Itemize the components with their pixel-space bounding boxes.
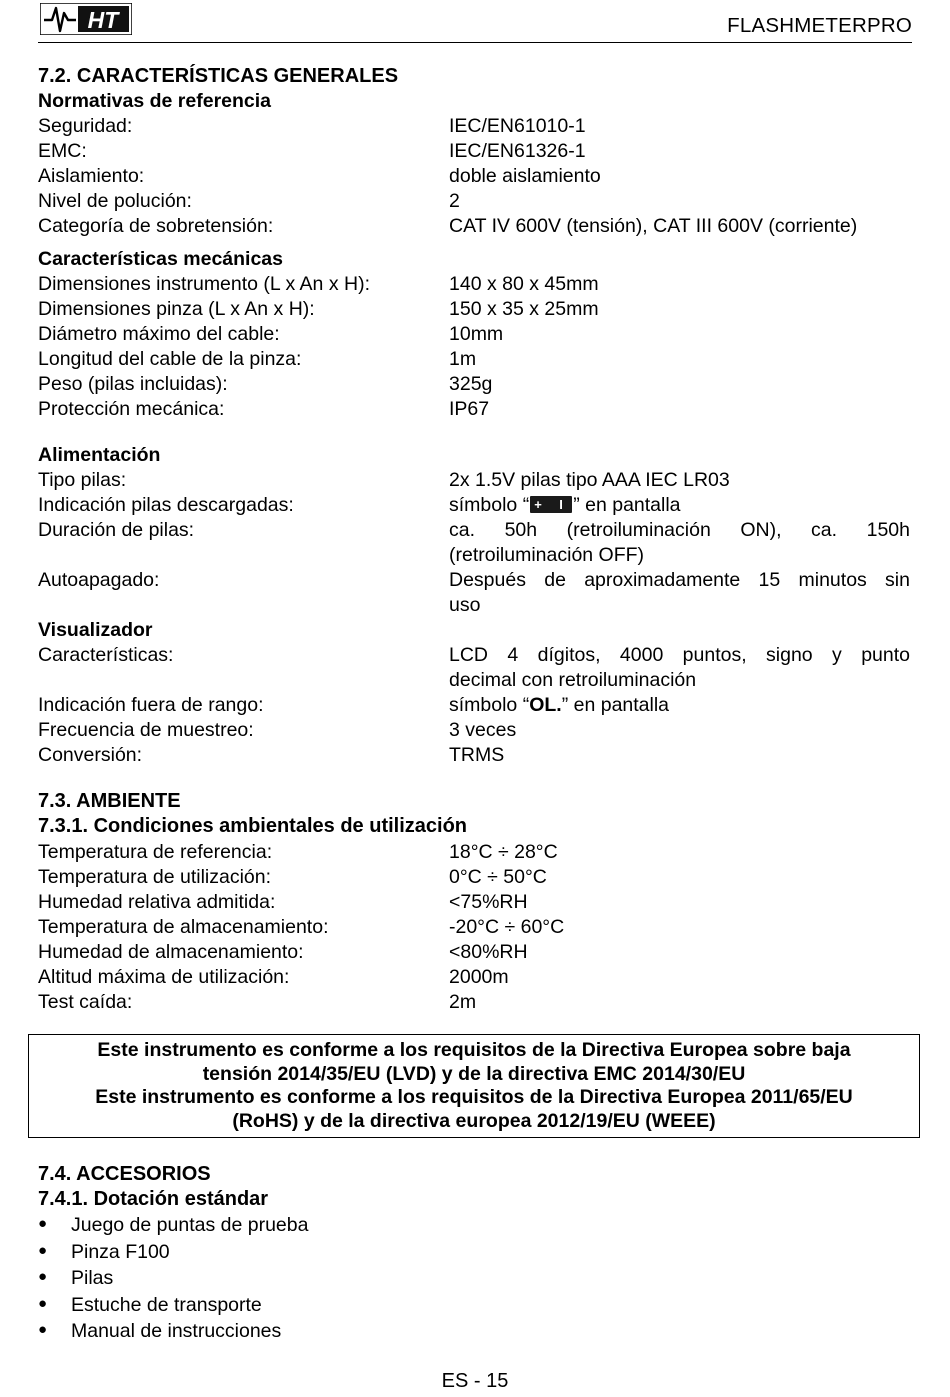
spec-label: Dimensiones instrumento (L x An x H): xyxy=(38,273,370,295)
spec-value: 2000m xyxy=(449,966,509,988)
value-suffix: ” en pantalla xyxy=(573,494,681,516)
spec-label: Frecuencia de muestreo: xyxy=(38,719,254,741)
spec-value: 2m xyxy=(449,991,477,1013)
mecanicas-heading: Características mecánicas xyxy=(38,248,283,270)
spec-label: Longitud del cable de la pinza: xyxy=(38,348,302,370)
notice-line: Este instrumento es conforme a los requisitos de la Directiva Europea 2011/65/EU xyxy=(95,1086,853,1108)
spec-label: Temperatura de referencia: xyxy=(38,841,273,863)
conformity-notice xyxy=(28,1034,920,1138)
spec-value: LCD 4 dígitos, 4000 puntos, signo y punto xyxy=(449,644,910,666)
spec-value: 10mm xyxy=(449,323,504,345)
spec-label: EMC: xyxy=(38,140,87,162)
list-item: Juego de puntas de prueba xyxy=(71,1214,309,1236)
section-7-4-title: 7.4. ACCESORIOS xyxy=(38,1163,211,1185)
spec-label: Indicación fuera de rango: xyxy=(38,694,264,716)
spec-value-cont: (retroiluminación OFF) xyxy=(449,544,645,566)
spec-value: <80%RH xyxy=(449,941,528,963)
spec-label: Protección mecánica: xyxy=(38,398,225,420)
spec-value: IP67 xyxy=(449,398,490,420)
spec-label: Tipo pilas: xyxy=(38,469,127,491)
spec-label: Humedad de almacenamiento: xyxy=(38,941,304,963)
visualizador-heading: Visualizador xyxy=(38,619,153,641)
ht-logo xyxy=(40,3,132,35)
spec-value: IEC/EN61326-1 xyxy=(449,140,586,162)
value-prefix: símbolo “ xyxy=(449,494,530,516)
list-item: Pilas xyxy=(71,1267,114,1289)
list-item: Pinza F100 xyxy=(71,1241,170,1263)
spec-label: Categoría de sobretensión: xyxy=(38,215,274,237)
spec-label: Aislamiento: xyxy=(38,165,145,187)
spec-value xyxy=(449,693,669,717)
bullet-icon: ● xyxy=(38,1215,48,1232)
spec-label: Test caída: xyxy=(38,991,133,1013)
page-header xyxy=(38,0,912,43)
list-item: Manual de instrucciones xyxy=(71,1320,282,1342)
alimentacion-heading: Alimentación xyxy=(38,444,161,466)
ol-symbol: OL. xyxy=(529,694,562,716)
section-7-3-1-title: 7.3.1. Condiciones ambientales de utilización xyxy=(38,815,468,837)
spec-label: Dimensiones pinza (L x An x H): xyxy=(38,298,315,320)
document-title: FLASHMETERPRO xyxy=(727,14,912,37)
spec-value: -20°C ÷ 60°C xyxy=(449,916,565,938)
spec-value: 2 xyxy=(449,190,460,212)
spec-value: 1m xyxy=(449,348,477,370)
spec-value-cont: decimal con retroiluminación xyxy=(449,669,697,691)
spec-value-cont: uso xyxy=(449,594,481,616)
list-item: Estuche de transporte xyxy=(71,1294,262,1316)
spec-label: Nivel de polución: xyxy=(38,190,192,212)
value-suffix: ” en pantalla xyxy=(561,694,670,716)
spec-label: Peso (pilas incluidas): xyxy=(38,373,228,395)
spec-value: 325g xyxy=(449,373,493,395)
spec-label: Diámetro máximo del cable: xyxy=(38,323,280,345)
bullet-icon: ● xyxy=(38,1268,48,1285)
normativas-heading: Normativas de referencia xyxy=(38,90,272,112)
page-number: ES - 15 xyxy=(441,1370,509,1392)
bullet-icon: ● xyxy=(38,1295,48,1312)
spec-value: doble aislamiento xyxy=(449,165,601,187)
spec-label: Temperatura de utilización: xyxy=(38,866,272,888)
bullet-icon: ● xyxy=(38,1321,48,1338)
spec-label: Autoapagado: xyxy=(38,569,160,591)
section-7-4-1-title: 7.4.1. Dotación estándar xyxy=(38,1188,269,1210)
spec-value: TRMS xyxy=(449,744,505,766)
spec-label: Temperatura de almacenamiento: xyxy=(38,916,329,938)
spec-value: IEC/EN61010-1 xyxy=(449,115,586,137)
section-7-2-title: 7.2. CARACTERÍSTICAS GENERALES xyxy=(38,65,399,87)
notice-line: tensión 2014/35/EU (LVD) y de la directiva EMC 2014/30/EU xyxy=(202,1062,746,1085)
spec-value: 3 veces xyxy=(449,719,517,741)
spec-value: 0°C ÷ 50°C xyxy=(449,866,547,888)
section-7-3-title: 7.3. AMBIENTE xyxy=(38,790,181,812)
spec-label: Duración de pilas: xyxy=(38,519,195,541)
notice-line: Este instrumento es conforme a los requisitos de la Directiva Europea sobre baja xyxy=(97,1039,851,1061)
spec-value: CAT IV 600V (tensión), CAT III 600V (corriente) xyxy=(449,215,858,237)
spec-label: Seguridad: xyxy=(38,115,133,137)
spec-label: Características: xyxy=(38,644,174,666)
spec-value: 18°C ÷ 28°C xyxy=(449,841,558,863)
spec-value: ca. 50h (retroiluminación ON), ca. 150h xyxy=(449,519,910,541)
value-prefix: símbolo “ xyxy=(449,694,530,716)
spec-label: Humedad relativa admitida: xyxy=(38,891,276,913)
battery-low-icon: + I xyxy=(530,496,572,513)
spec-value: 2x 1.5V pilas tipo AAA IEC LR03 xyxy=(449,469,730,491)
spec-value xyxy=(449,493,681,517)
spec-value: 140 x 80 x 45mm xyxy=(449,273,599,295)
spec-value: 150 x 35 x 25mm xyxy=(449,298,599,320)
spec-value: <75%RH xyxy=(449,891,528,913)
bullet-icon: ● xyxy=(38,1242,48,1259)
spec-label: Conversión: xyxy=(38,744,143,766)
spec-label: Altitud máxima de utilización: xyxy=(38,966,290,988)
svg-text:HT: HT xyxy=(87,7,119,33)
spec-label: Indicación pilas descargadas: xyxy=(38,494,294,516)
spec-value: Después de aproximadamente 15 minutos sin xyxy=(449,569,910,591)
notice-line: (RoHS) y de la directiva europea 2012/19/EU (WEEE) xyxy=(232,1109,716,1132)
